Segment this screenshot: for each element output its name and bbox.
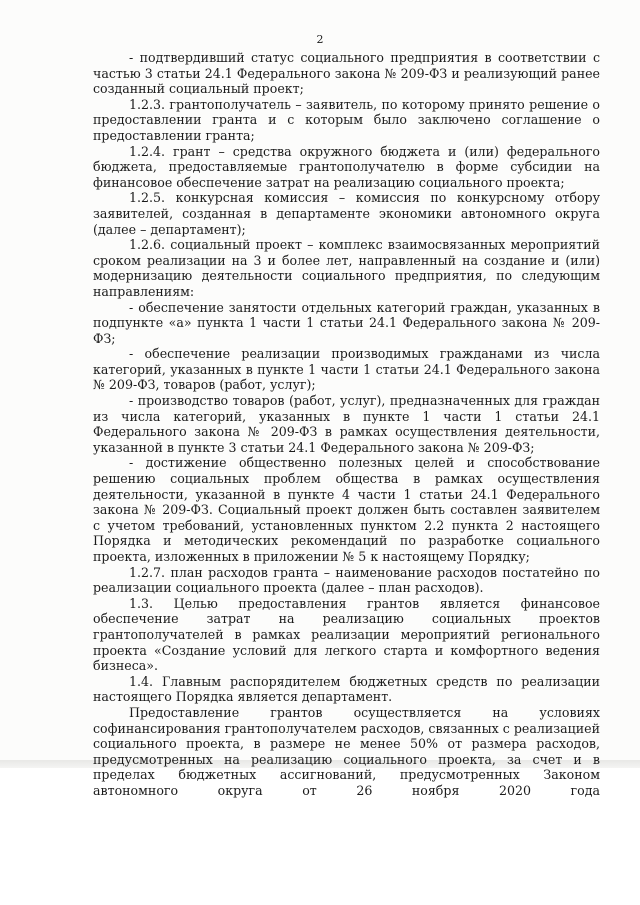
paragraph-1-2-7: 1.2.7. план расходов гранта – наименование расходов постатейно по реализации социального проекта (далее – план расходов). xyxy=(93,564,600,596)
page-number: 2 xyxy=(316,33,324,46)
paragraph-production: - производство товаров (работ, услуг), предназначенных для граждан из числа категорий, указанных в пункте 1 части 1 статьи 24.1 Федерального закона № 209-ФЗ в рамках осуществления деятельности, указанной в пункте 3 статьи 24.1 Федерального закона № 209-ФЗ; xyxy=(93,393,600,455)
paragraph-1-2-6: 1.2.6. социальный проект – комплекс взаимосвязанных мероприятий сроком реализации на 3 и более лет, направленный на создание и (или) модернизацию деятельности социального предприятия, по следующим направлениям: xyxy=(93,237,600,299)
paragraph-cofinancing: Предоставление грантов осуществляется на условиях софинансирования грантополучателем расходов, связанных с реализацией социального проекта, в размере не менее 50% от размера расходов, предусмотренных на реализацию социального проекта, за счет и в пределах бюджетных ассигнований, предусмотренных Законом автономного округа от 26 ноября 2020 года xyxy=(93,704,600,798)
paragraph-sales: - обеспечение реализации производимых гражданами из числа категорий, указанных в пункте 1 части 1 статьи 24.1 Федерального закона № 209-ФЗ, товаров (работ, услуг); xyxy=(93,346,600,393)
paragraph-public-goals: - достижение общественно полезных целей и способствование решению социальных проблем общества в рамках осуществления деятельности, указанной в пункте 4 части 1 статьи 24.1 Федерального закона № 209-ФЗ. Социальный проект должен быть составлен заявителем с учетом требований, установленных пунктом 2.2 пункта 2 настоящего Порядка и методических рекомендаций по разработке социального проекта, изложенных в приложении № 5 к настоящему Порядку; xyxy=(93,455,600,564)
paragraph-1-3: 1.3. Целью предоставления грантов является финансовое обеспечение затрат на реализацию социальных проектов грантополучателей в рамках реализации мероприятий регионального проекта «Создание условий для легкого старта и комфортного ведения бизнеса». xyxy=(93,595,600,674)
paragraph-1-4: 1.4. Главным распорядителем бюджетных средств по реализации настоящего Порядка является департамент. xyxy=(93,673,600,705)
paragraph-1-2-3: 1.2.3. грантополучатель – заявитель, по которому принято решение о предоставлении гранта и с которым было заключено соглашение о предоставлении гранта; xyxy=(93,96,600,143)
paragraph-1-2-4: 1.2.4. грант – средства окружного бюджета и (или) федерального бюджета, предоставляемые грантополучателю в форме субсидии на финансовое обеспечение затрат на реализацию социального проекта; xyxy=(93,143,600,190)
document-body xyxy=(93,50,600,799)
paragraph-status-confirmed: - подтвердивший статус социального предприятия в соответствии с частью 3 статьи 24.1 Федерального закона № 209-ФЗ и реализующий ранее созданный социальный проект; xyxy=(93,50,600,97)
paragraph-1-2-5: 1.2.5. конкурсная комиссия – комиссия по конкурсному отбору заявителей, созданная в департаменте экономики автономного округа (далее – департамент); xyxy=(93,190,600,237)
paragraph-employment: - обеспечение занятости отдельных категорий граждан, указанных в подпункте «а» пункта 1 части 1 статьи 24.1 Федерального закона № 209-ФЗ; xyxy=(93,299,600,346)
